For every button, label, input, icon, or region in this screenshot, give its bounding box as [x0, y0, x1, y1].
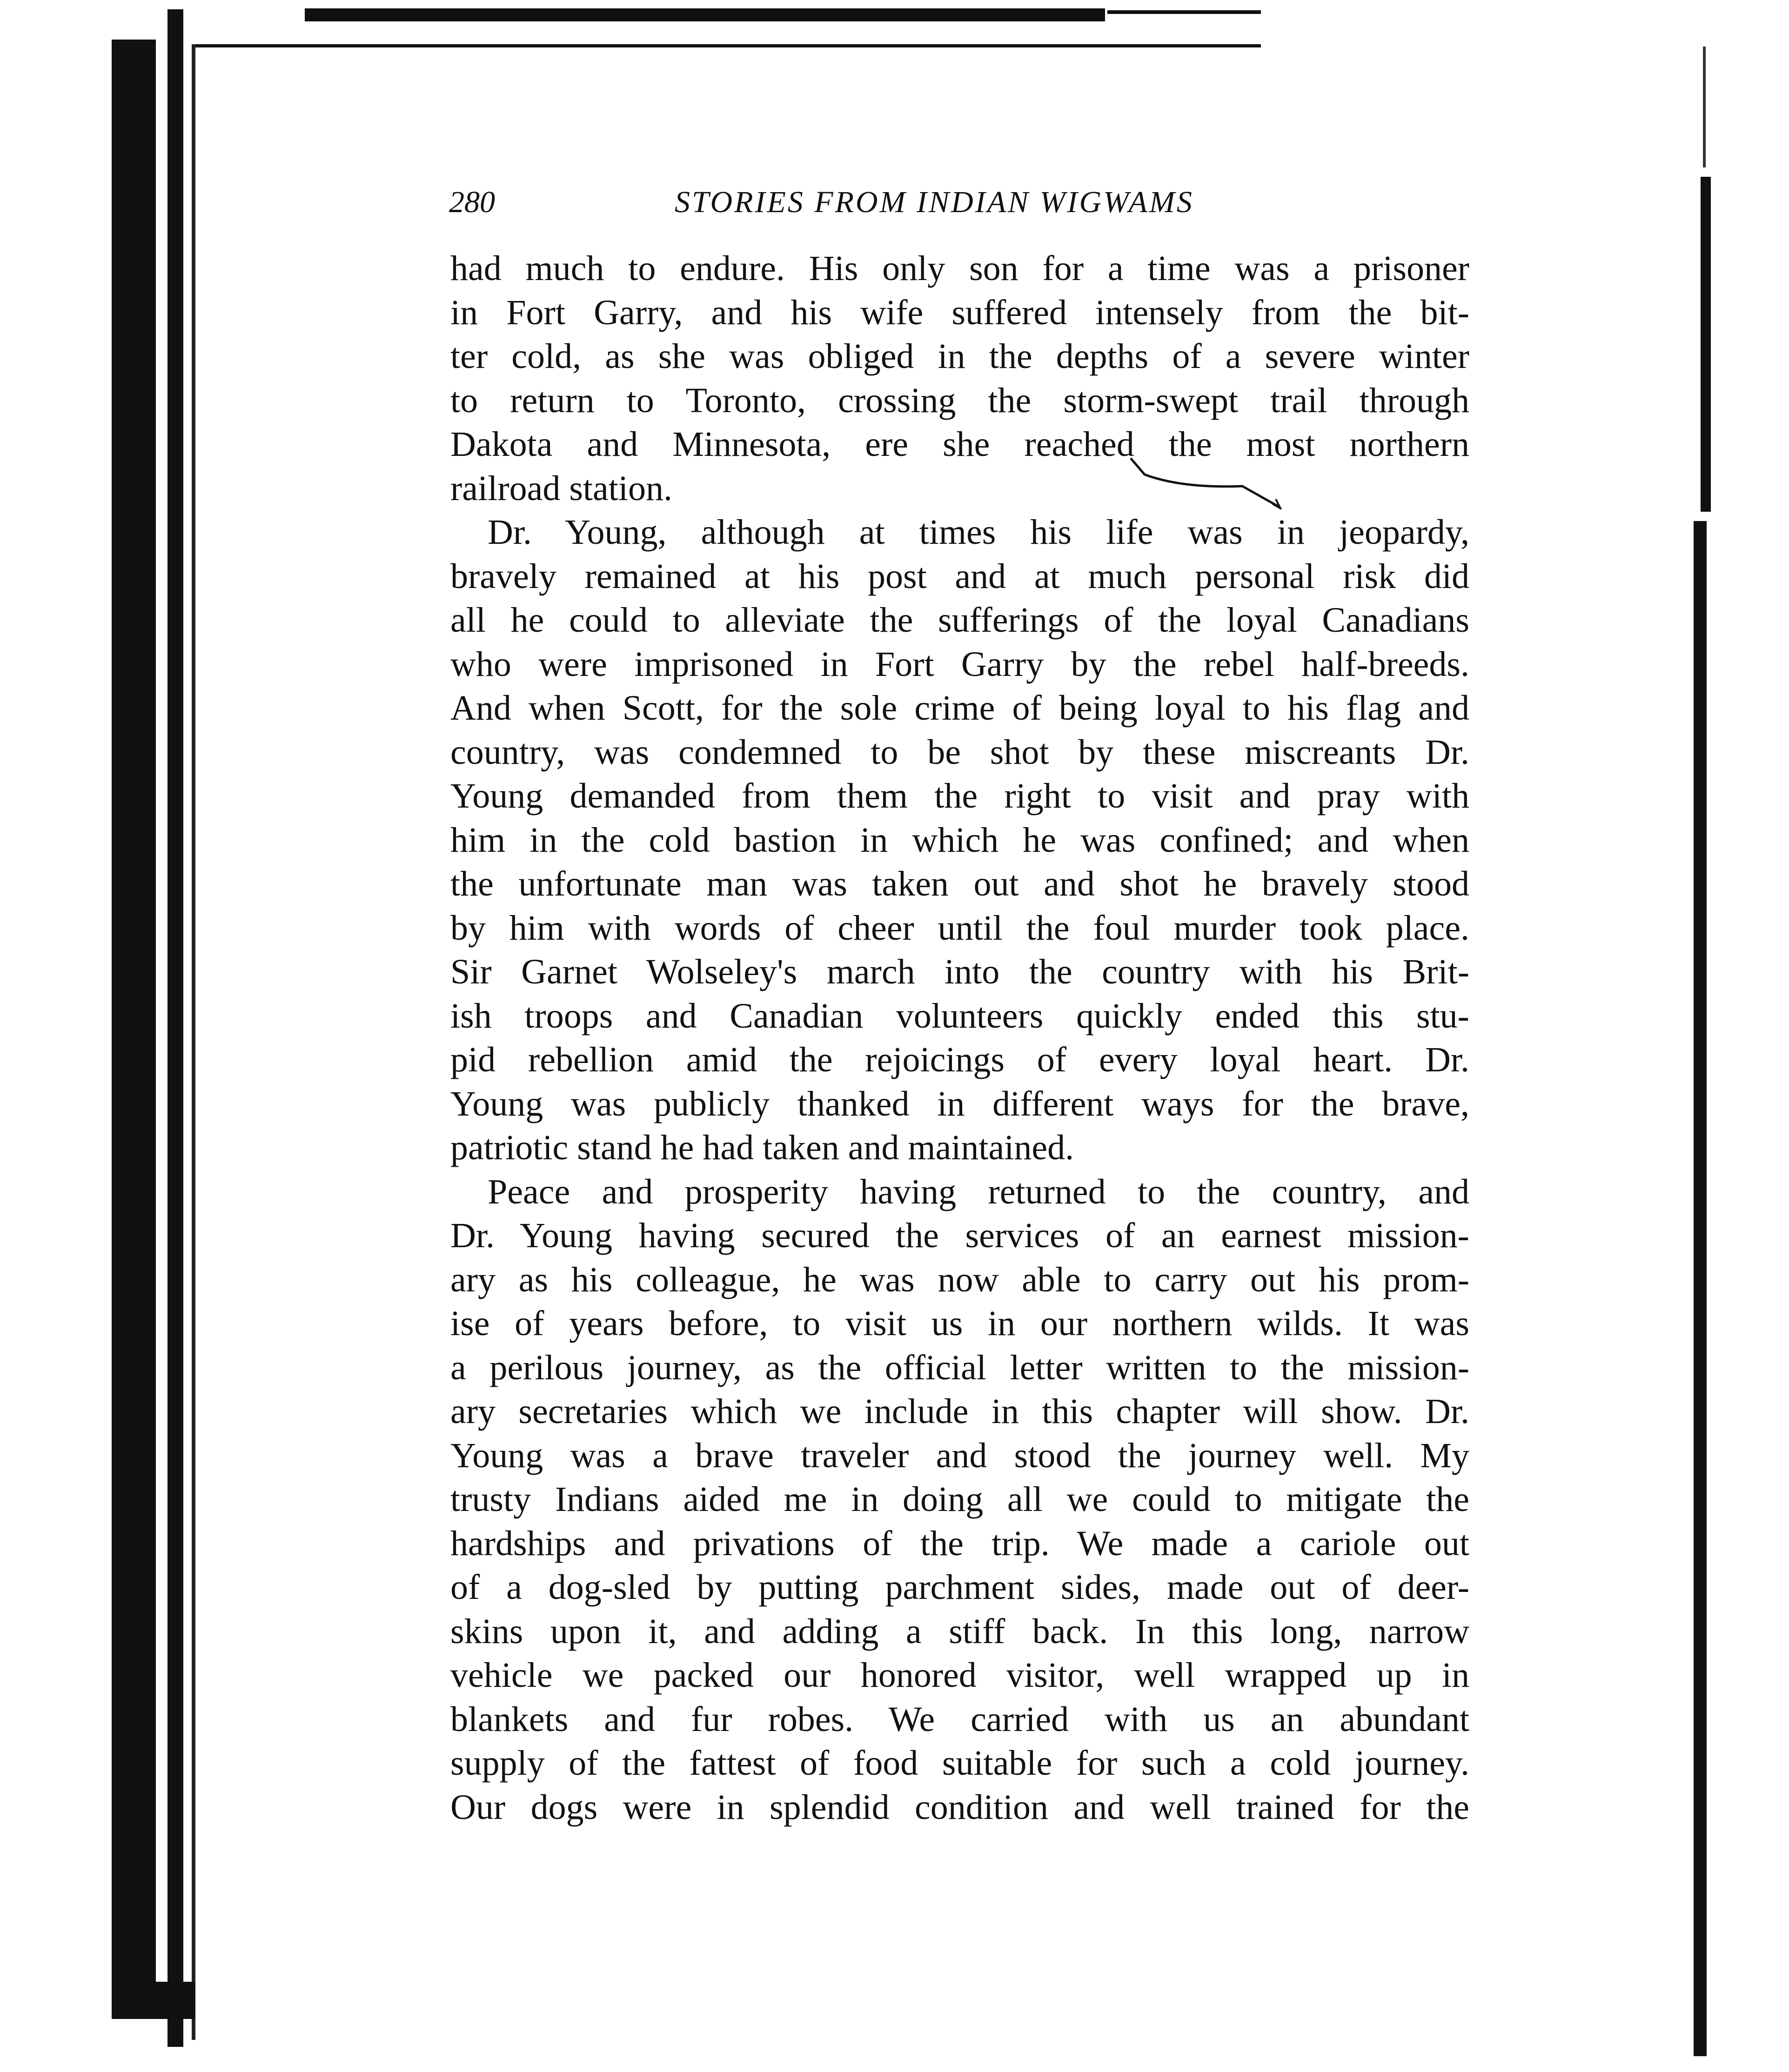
text-line: Our dogs were in splendid condition and well trained for the — [450, 1787, 1469, 1827]
text-line: Dakota and Minnesota, ere she reached the most northern — [450, 425, 1469, 464]
text-line: hardships and privations of the trip. We made a cariole out — [450, 1524, 1469, 1563]
right-edge-shadow-lower — [1694, 521, 1707, 2056]
binding-edge-rule — [192, 44, 195, 2040]
text-line: by him with words of cheer until the foul murder took place. — [450, 908, 1469, 948]
running-head: STORIES FROM INDIAN WIGWAMS — [675, 185, 1194, 219]
text-line: bravely remained at his post and at much personal risk did — [450, 556, 1469, 596]
text-line: had much to endure. His only son for a time was a prisoner — [450, 249, 1469, 288]
text-line: railroad station. — [450, 468, 672, 508]
top-edge-rule — [305, 8, 1105, 21]
page-header — [449, 184, 1705, 221]
text-line: Young was a brave traveler and stood the journey well. My — [450, 1436, 1469, 1475]
text-line: And when Scott, for the sole crime of being loyal to his flag and — [450, 688, 1469, 728]
text-line: patriotic stand he had taken and maintained. — [450, 1128, 1074, 1167]
text-line: in Fort Garry, and his wife suffered intensely from the bit- — [450, 293, 1469, 332]
text-line: ary as his colleague, he was now able to carry out his prom- — [450, 1260, 1469, 1299]
right-edge-tick — [1703, 47, 1706, 167]
text-line: blankets and fur robes. We carried with us an abundant — [450, 1699, 1469, 1739]
binding-corner-shadow — [112, 1982, 195, 2019]
text-line: supply of the fattest of food suitable for such a cold journey. — [450, 1744, 1469, 1783]
binding-edge-line — [168, 9, 183, 2047]
top-edge-rule-stub — [1107, 10, 1261, 14]
text-line: pid rebellion amid the rejoicings of every loyal heart. Dr. — [450, 1040, 1469, 1079]
text-line: of a dog-sled by putting parchment sides, made out of deer- — [450, 1568, 1469, 1607]
text-line: vehicle we packed our honored visitor, well wrapped up in — [450, 1656, 1469, 1695]
text-line: Dr. Young having secured the services of an earnest mission- — [450, 1216, 1469, 1255]
text-line: to return to Toronto, crossing the storm-swept trail through — [450, 381, 1469, 420]
page-border-top — [195, 44, 1261, 47]
text-line: ish troops and Canadian volunteers quickly ended this stu- — [450, 996, 1469, 1036]
text-line: ter cold, as she was obliged in the depths of a severe winter — [450, 337, 1469, 376]
text-line: ary secretaries which we include in this chapter will show. Dr. — [450, 1392, 1469, 1431]
text-line: a perilous journey, as the official letter written to the mission- — [450, 1348, 1469, 1387]
text-line: Young was publicly thanked in different ways for the brave, — [450, 1084, 1469, 1123]
text-line: the unfortunate man was taken out and shot he bravely stood — [450, 864, 1469, 903]
text-line: Sir Garnet Wolseley's march into the country with his Brit- — [450, 952, 1469, 991]
text-line: Dr. Young, although at times his life was in jeopardy, — [488, 513, 1469, 552]
text-line: country, was condemned to be shot by these miscreants Dr. — [450, 732, 1469, 772]
binding-edge-shadow — [112, 40, 156, 2017]
page-number: 280 — [449, 185, 495, 219]
body-text — [450, 247, 1469, 1829]
text-line: skins upon it, and adding a stiff back. In this long, narrow — [450, 1611, 1469, 1651]
text-line: who were imprisoned in Fort Garry by the rebel half-breeds. — [450, 644, 1469, 684]
text-line: all he could to alleviate the sufferings of the loyal Canadians — [450, 601, 1469, 640]
text-line: trusty Indians aided me in doing all we could to mitigate the — [450, 1480, 1469, 1519]
text-line: ise of years before, to visit us in our northern wilds. It was — [450, 1304, 1469, 1343]
text-line: Young demanded from them the right to visit and pray with — [450, 776, 1469, 815]
text-line: him in the cold bastion in which he was confined; and when — [450, 820, 1469, 860]
right-edge-shadow-upper — [1701, 177, 1711, 512]
text-line: Peace and prosperity having returned to the country, and — [488, 1172, 1469, 1211]
